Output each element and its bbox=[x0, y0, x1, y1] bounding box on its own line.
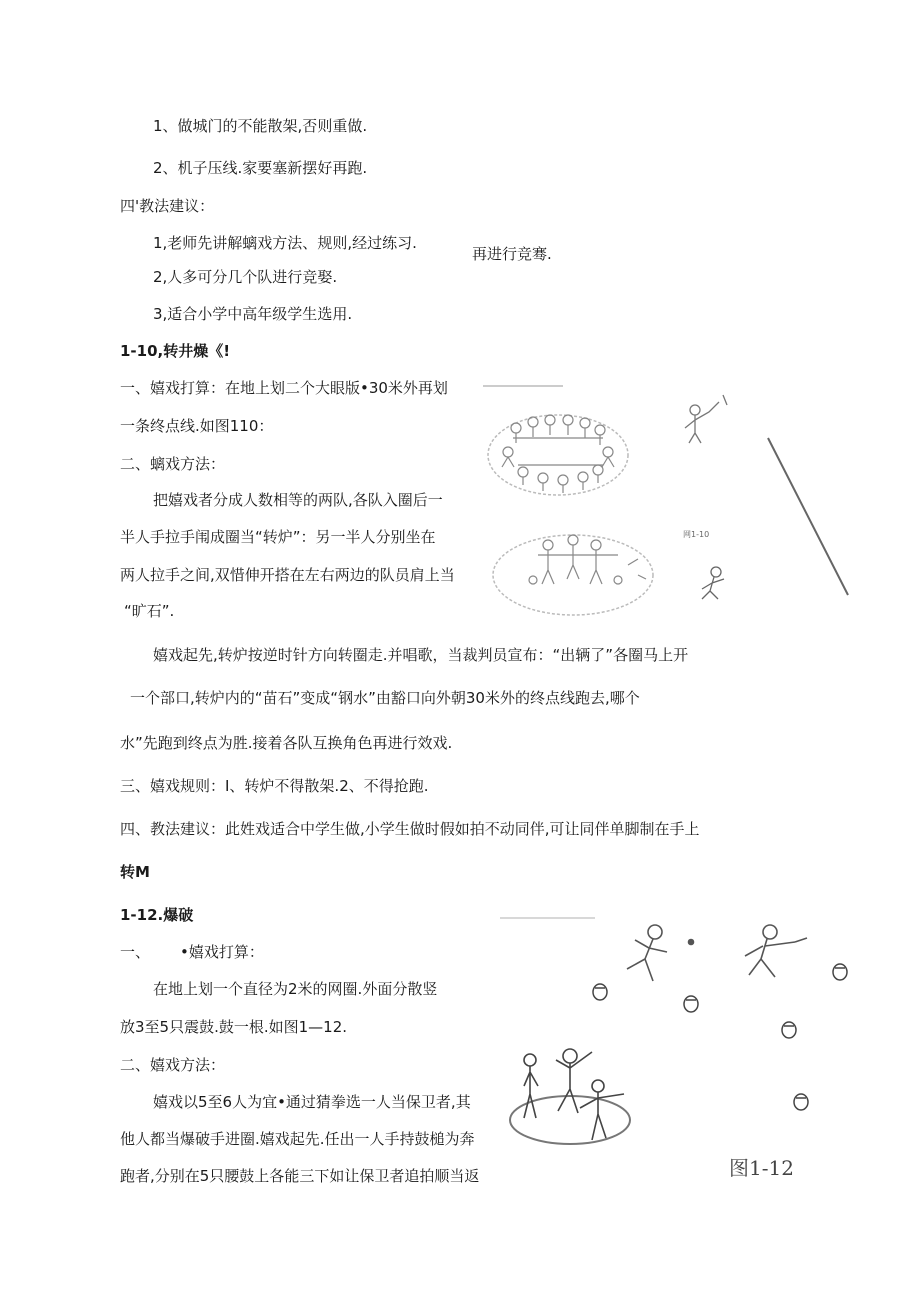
figure-110-caption: 网1-10 bbox=[683, 530, 710, 539]
game-110-method-l1: 把嬉戏者分成人数相等的两队,各队入圈后一 bbox=[153, 491, 443, 509]
game-112-method-heading: 二、嬉戏方法： bbox=[120, 1056, 226, 1074]
game-110-play-l2: 一个部口,转炉内的“苗石”变成“钢水”由豁口向外朝30米外的终点线跑去,哪个 bbox=[130, 689, 640, 707]
game-112-prep-l2: 放3至5只震鼓.鼓一根.如图1—12. bbox=[120, 1018, 348, 1036]
method-3: 3,适合小学中高年级学生选用. bbox=[153, 305, 353, 323]
method-2: 2,人多可分几个队进行竞娶. bbox=[153, 268, 338, 286]
rule-2: 2、机子压线.家要塞新摆好再跑. bbox=[153, 159, 368, 177]
game-112-method-l3: 跑者,分别在5只腰鼓上各能三下如让保卫者追拍顺当返 bbox=[120, 1167, 480, 1185]
game-110-title: 1-10,转井燥《! bbox=[120, 342, 231, 360]
game-110-method-l2: 半人手拉手闱成圈当“转炉”：另一半人分别坐在 bbox=[120, 528, 436, 546]
method-1-tail: 再进行竞骞. bbox=[472, 245, 552, 263]
game-110-prep-l2: 一条终点线.如图110： bbox=[120, 417, 274, 435]
game-112-title: 1-12.爆破 bbox=[120, 906, 194, 924]
game-110-advice-l2: 转M bbox=[120, 863, 150, 881]
method-heading: 四'教法建议： bbox=[120, 197, 215, 215]
game-112-prep-heading-num: 一、 bbox=[120, 943, 151, 961]
game-112-prep-l1: 在地上划一个直径为2米的网圈.外面分散竖 bbox=[153, 980, 438, 998]
game-110-play-l1: 嬉戏起先,转炉按逆时针方向转圈走.并唱歌，当裁判员宣布：“出辆了”各圈马上开 bbox=[153, 646, 689, 664]
game-110-method-l3: 两人拉手之间,双惜伸开搭在左右两边的队员肩上当 bbox=[120, 566, 455, 584]
game-110-advice-l1: 四、教法建议：此姓戏适合中学生做,小学生做时假如拍不动同伴,可让同伴单脚制在手上 bbox=[120, 820, 700, 838]
game-110-play-l3: 水”先跑到终点为胜.接着各队互换角色再进行效戏. bbox=[120, 734, 453, 752]
game-112-prep-heading: •嬉戏打算： bbox=[180, 943, 264, 961]
game-110-method-heading: 二、螭戏方法： bbox=[120, 455, 226, 473]
game-110-rules: 三、嬉戏规则：I、转炉不得散架.2、不得抢跑. bbox=[120, 777, 429, 795]
game-112-method-l1: 嬉戏以5至6人为宜•通过猜拳选一人当保卫者,其 bbox=[153, 1093, 471, 1111]
rule-1: 1、做城门的不能散架,否则重做. bbox=[153, 117, 368, 135]
game-110-method-l4: “旷石”. bbox=[124, 602, 175, 620]
game-110-prep-l1: 一、嬉戏打算：在地上划二个大眼版•30米外再划 bbox=[120, 379, 448, 397]
figure-110-illustration bbox=[478, 380, 858, 620]
figure-112-caption: 图1-12 bbox=[729, 1156, 794, 1180]
method-1: 1,老师先讲解螭戏方法、规则,经过练习. bbox=[153, 234, 417, 252]
figure-112-illustration bbox=[495, 910, 865, 1160]
game-112-method-l2: 他人都当爆破手进圈.嬉戏起先.任出一人手持鼓槌为奔 bbox=[120, 1130, 475, 1148]
